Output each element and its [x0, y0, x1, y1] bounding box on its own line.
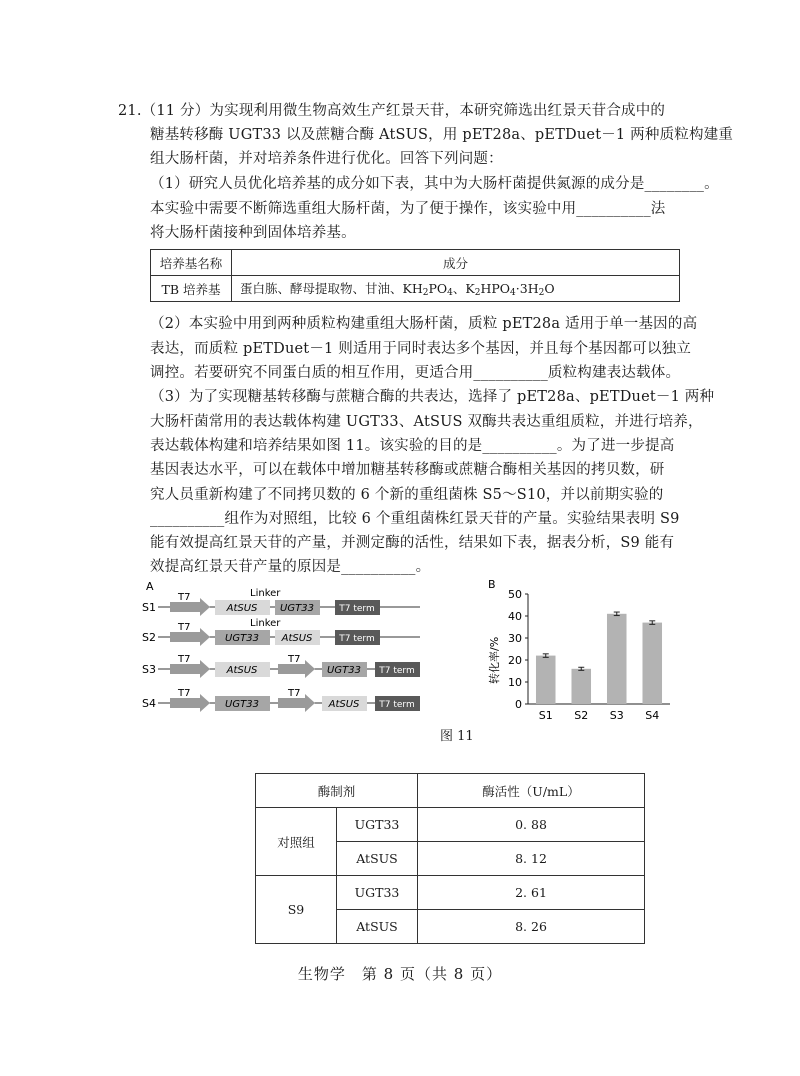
promoter-label: T7	[178, 654, 191, 665]
medium-table	[150, 249, 680, 302]
chart-y-tick-label: 50	[508, 588, 522, 601]
question-line: 本实验中需要不断筛选重组大肠杆菌，为了便于操作，该实验中用__________法	[150, 201, 666, 217]
gene-label: AtSUS	[226, 665, 258, 676]
strain-label: S4	[142, 697, 156, 710]
chart-bar	[536, 656, 556, 704]
enzyme-activity: 8. 12	[418, 842, 645, 876]
figure-b-label: B	[488, 578, 496, 591]
linker-label: Linker	[250, 618, 281, 629]
question-line: 表达载体构建和培养结果如图 11。该实验的目的是__________。为了进一步提高	[150, 438, 675, 454]
figure-a-constructs	[130, 578, 440, 718]
promoter-label: T7	[288, 688, 301, 699]
construct-row	[142, 688, 420, 712]
enzyme-activity-table	[255, 773, 645, 944]
chart-y-tick-label: 10	[508, 676, 522, 689]
question-line: 21.（11 分）为实现利用微生物高效生产红景天苷，本研究筛选出红景天苷合成中的	[118, 103, 666, 119]
chart-x-tick-label: S3	[609, 709, 624, 722]
figure-b-chart	[470, 576, 680, 726]
figure-caption: 图 11	[440, 729, 474, 744]
strain-label: S1	[142, 601, 156, 614]
enzyme-header-activity: 酶活性（U/mL）	[418, 774, 645, 808]
group-name: S9	[256, 876, 337, 944]
promoter-label: T7	[288, 654, 301, 665]
medium-row-composition: 蛋白胨、酵母提取物、甘油、$KH_2PO_4$、$K_2HPO_4\cdot 3H_2O$	[232, 276, 680, 302]
construct-row	[142, 654, 420, 678]
gene-label: AtSUS	[281, 633, 313, 644]
terminator-label: T7 term	[379, 666, 415, 676]
terminator-label: T7 term	[339, 634, 375, 644]
question-line: （1）研究人员优化培养基的成分如下表，其中为大肠杆菌提供氮源的成分是________。	[150, 176, 719, 192]
gene-label: UGT33	[327, 665, 361, 676]
terminator-label: T7 term	[339, 604, 375, 614]
medium-header-name: 培养基名称	[151, 250, 232, 276]
chart-y-tick-label: 30	[508, 632, 522, 645]
medium-row-name: TB 培养基	[151, 276, 232, 302]
figure-a-label: A	[146, 580, 154, 593]
enzyme-name: AtSUS	[337, 910, 418, 944]
gene-label: UGT33	[225, 699, 259, 710]
chart-bar	[607, 614, 627, 704]
question-line: 究人员重新构建了不同拷贝数的 6 个新的重组菌株 S5～S10，并以前期实验的	[150, 487, 664, 503]
gene-label: AtSUS	[328, 699, 360, 710]
gene-label: UGT33	[280, 603, 314, 614]
question-line: 将大肠杆菌接种到固体培养基。	[150, 225, 356, 241]
chart-y-tick-label: 40	[508, 610, 522, 623]
question-line: 基因表达水平，可以在载体中增加糖基转移酶或蔗糖合酶相关基因的拷贝数，研	[150, 462, 665, 478]
promoter-label: T7	[178, 622, 191, 633]
construct-row	[142, 618, 420, 646]
construct-row	[142, 588, 420, 616]
question-line: 调控。若要研究不同蛋白质的相互作用，更适合用__________质粒构建表达载体。	[150, 365, 681, 381]
promoter-label: T7	[178, 688, 191, 699]
strain-label: S3	[142, 663, 156, 676]
question-line: 大肠杆菌常用的表达载体构建 UGT33、AtSUS 双酶共表达重组质粒，并进行培养，	[150, 414, 703, 430]
chart-x-tick-label: S1	[538, 709, 553, 722]
chart-x-tick-label: S2	[574, 709, 589, 722]
enzyme-activity: 8. 26	[418, 910, 645, 944]
enzyme-name: UGT33	[337, 876, 418, 910]
linker-label: Linker	[250, 588, 281, 599]
chart-y-tick-label: 20	[508, 654, 522, 667]
question-line: 能有效提高红景天苷的产量，并测定酶的活性，结果如下表，据表分析，S9 能有	[150, 535, 675, 551]
table-row	[256, 808, 645, 842]
question-line: 效提高红景天苷产量的原因是__________。	[150, 559, 431, 575]
strain-label: S2	[142, 631, 156, 644]
enzyme-header-preparation: 酶制剂	[256, 774, 418, 808]
medium-header-composition: 成分	[232, 250, 680, 276]
question-line: 糖基转移酶 UGT33 以及蔗糖合酶 AtSUS，用 pET28a、pETDuet－1 两种质粒构建重	[150, 127, 734, 143]
chart-bar	[571, 669, 591, 704]
question-line: 组大肠杆菌，并对培养条件进行优化。回答下列问题：	[150, 151, 503, 167]
chart-y-tick-label: 0	[515, 698, 522, 711]
question-line: __________组作为对照组，比较 6 个重组菌株红景天苷的产量。实验结果表明 S9	[150, 511, 680, 527]
question-line: （3）为了实现糖基转移酶与蔗糖合酶的共表达，选择了 pET28a、pETDuet－1 两种	[150, 389, 715, 405]
terminator-label: T7 term	[379, 700, 415, 710]
gene-label: UGT33	[225, 633, 259, 644]
enzyme-name: UGT33	[337, 808, 418, 842]
gene-label: AtSUS	[226, 603, 258, 614]
question-line: （2）本实验中用到两种质粒构建重组大肠杆菌，质粒 pET28a 适用于单一基因的高	[150, 316, 698, 332]
chart-bar	[642, 623, 662, 704]
enzyme-activity: 2. 61	[418, 876, 645, 910]
page-footer: 生物学 第 8 页（共 8 页）	[297, 965, 503, 983]
enzyme-activity: 0. 88	[418, 808, 645, 842]
chart-ylabel: 转化率/%	[488, 636, 501, 684]
question-line: 表达，而质粒 pETDuet－1 则适用于同时表达多个基因，并且每个基因都可以独立	[150, 341, 692, 357]
chart-x-tick-label: S4	[645, 709, 660, 722]
group-name: 对照组	[256, 808, 337, 876]
table-row	[256, 876, 645, 910]
promoter-label: T7	[178, 592, 191, 603]
enzyme-name: AtSUS	[337, 842, 418, 876]
